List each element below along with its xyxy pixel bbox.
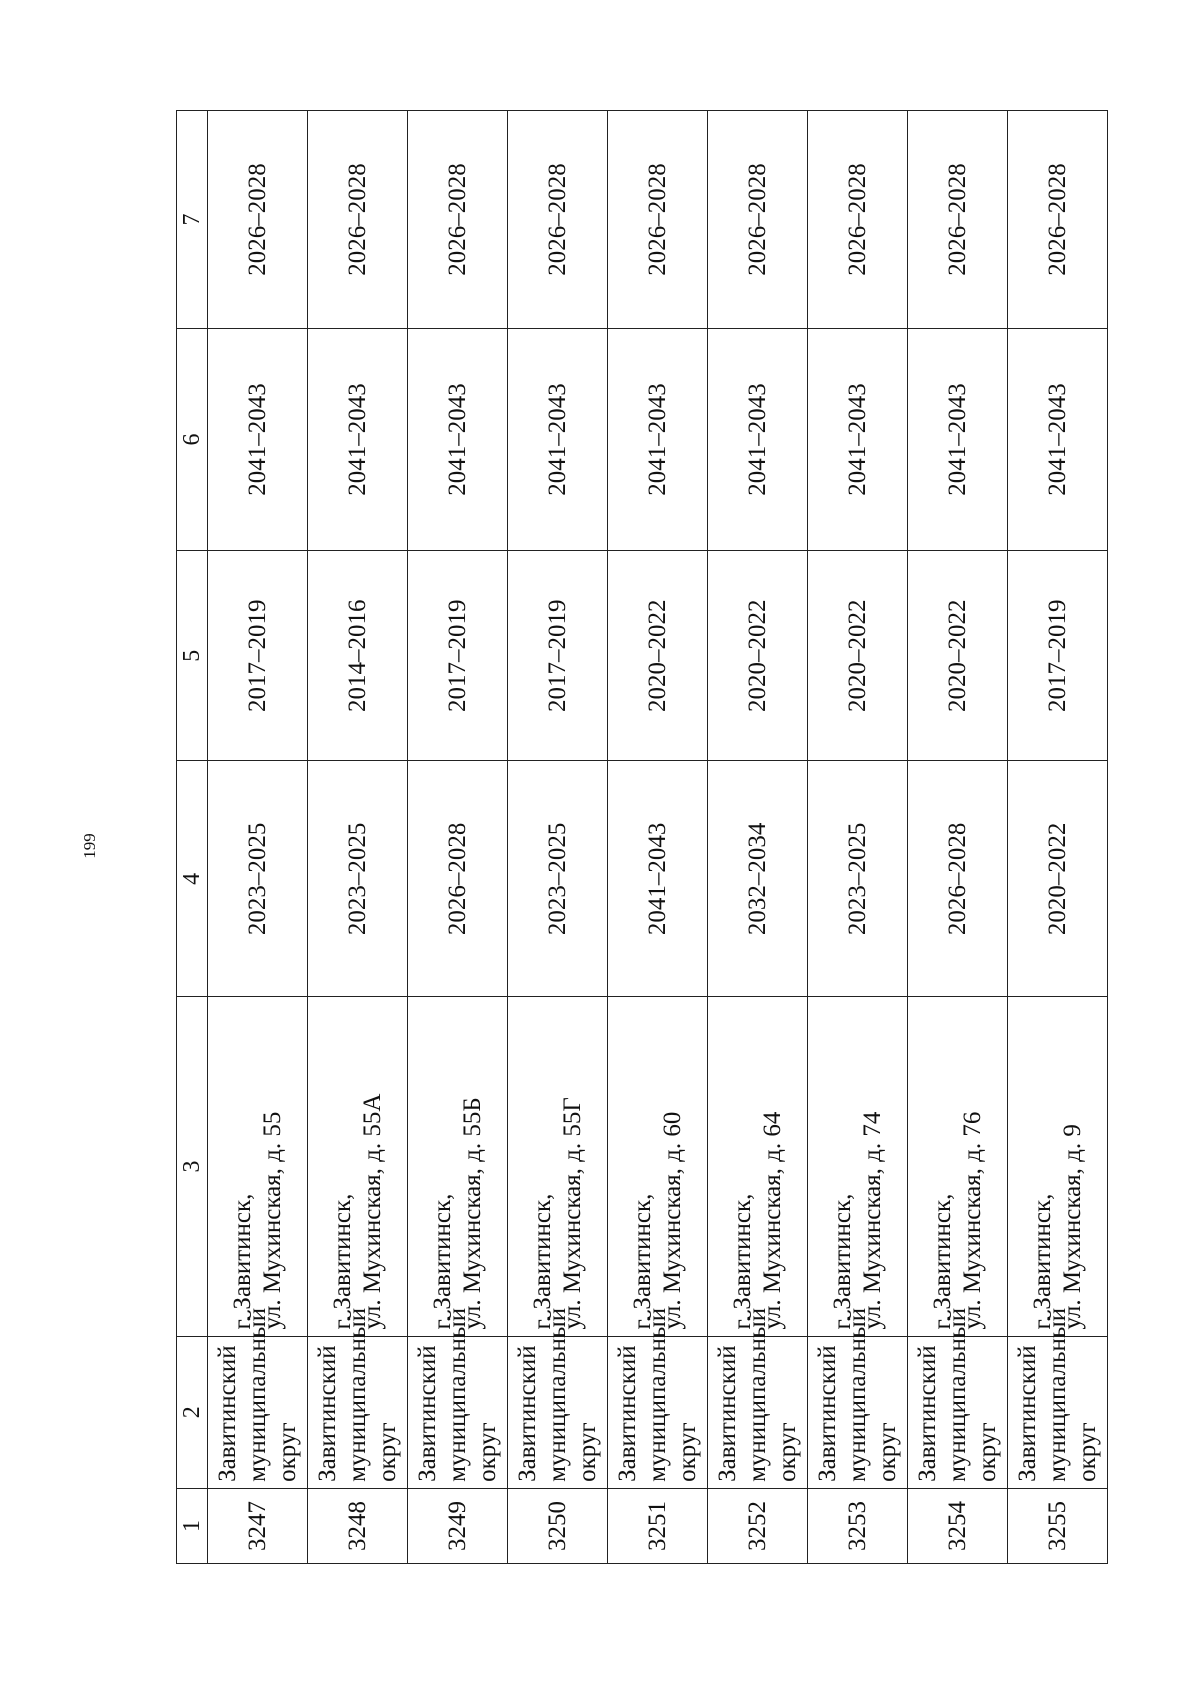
period-col7: 2026–2028 xyxy=(308,111,408,329)
district-line: муниципальный xyxy=(543,1307,571,1482)
period-col5: 2017–2019 xyxy=(1008,551,1108,761)
district-line: Завитинский xyxy=(913,1345,941,1482)
address-line: ул. Мухинская, д. 55Г xyxy=(558,1097,586,1330)
address-cell xyxy=(808,997,908,1336)
table-row xyxy=(1008,111,1108,1564)
period-col4: 2032–2034 xyxy=(708,761,808,997)
address-cell xyxy=(1008,997,1108,1336)
district-line: Завитинский xyxy=(213,1345,241,1482)
district-line: округ xyxy=(273,1422,301,1482)
period-col4: 2023–2025 xyxy=(808,761,908,997)
period-col5: 2014–2016 xyxy=(308,551,408,761)
period-col6: 2041–2043 xyxy=(708,328,808,550)
table-row xyxy=(808,111,908,1564)
address-cell xyxy=(508,997,608,1336)
period-col7: 2026–2028 xyxy=(708,111,808,329)
column-header: 4 xyxy=(177,761,208,997)
district-line: муниципальный xyxy=(1043,1307,1071,1482)
table-row xyxy=(308,111,408,1564)
district-line: округ xyxy=(673,1422,701,1482)
table-row xyxy=(408,111,508,1564)
period-col4: 2023–2025 xyxy=(508,761,608,997)
address-line: г. Завитинск, xyxy=(1028,1193,1056,1330)
period-col6: 2041–2043 xyxy=(908,328,1008,550)
address-line: г. Завитинск, xyxy=(928,1193,956,1330)
district-line: Завитинский xyxy=(613,1345,641,1482)
table-row xyxy=(908,111,1008,1564)
period-col5: 2020–2022 xyxy=(608,551,708,761)
row-number: 3251 xyxy=(608,1488,708,1563)
district-line: муниципальный xyxy=(243,1307,271,1482)
district-line: муниципальный xyxy=(743,1307,771,1482)
district-line: округ xyxy=(873,1422,901,1482)
column-header: 1 xyxy=(177,1488,208,1563)
period-col6: 2041–2043 xyxy=(508,328,608,550)
address-line: ул. Мухинская, д. 55А xyxy=(358,1093,386,1330)
address-line: г. Завитинск, xyxy=(728,1193,756,1330)
period-col7: 2026–2028 xyxy=(508,111,608,329)
address-line: г. Завитинск, xyxy=(228,1193,256,1330)
period-col4: 2020–2022 xyxy=(1008,761,1108,997)
address-line: г. Завитинск, xyxy=(628,1193,656,1330)
column-header: 5 xyxy=(177,551,208,761)
period-col4: 2023–2025 xyxy=(208,761,308,997)
district-line: округ xyxy=(973,1422,1001,1482)
period-col7: 2026–2028 xyxy=(1008,111,1108,329)
district-cell xyxy=(708,1307,808,1488)
district-cell xyxy=(808,1307,908,1488)
period-col6: 2041–2043 xyxy=(608,328,708,550)
period-col5: 2017–2019 xyxy=(508,551,608,761)
district-cell xyxy=(408,1307,508,1488)
district-cell xyxy=(208,1307,308,1488)
period-col5: 2020–2022 xyxy=(708,551,808,761)
table-header-row xyxy=(177,111,208,1564)
period-col6: 2041–2043 xyxy=(1008,328,1108,550)
period-col5: 2020–2022 xyxy=(908,551,1008,761)
address-line: г. Завитинск, xyxy=(428,1193,456,1330)
period-col5: 2020–2022 xyxy=(808,551,908,761)
column-header: 7 xyxy=(177,111,208,329)
row-number: 3253 xyxy=(808,1488,908,1563)
period-col7: 2026–2028 xyxy=(208,111,308,329)
period-col4: 2026–2028 xyxy=(908,761,1008,997)
address-cell xyxy=(908,997,1008,1336)
address-line: ул. Мухинская, д. 9 xyxy=(1058,1124,1086,1330)
district-line: Завитинский xyxy=(513,1345,541,1482)
address-line: ул. Мухинская, д. 76 xyxy=(958,1111,986,1330)
period-col7: 2026–2028 xyxy=(408,111,508,329)
address-cell xyxy=(208,997,308,1336)
housing-schedule-table xyxy=(176,110,1108,1564)
district-cell xyxy=(508,1307,608,1488)
period-col4: 2026–2028 xyxy=(408,761,508,997)
district-line: муниципальный xyxy=(343,1307,371,1482)
row-number: 3249 xyxy=(408,1488,508,1563)
table-row xyxy=(508,111,608,1564)
row-number: 3248 xyxy=(308,1488,408,1563)
page-number: 199 xyxy=(80,833,99,859)
period-col6: 2041–2043 xyxy=(208,328,308,550)
period-col6: 2041–2043 xyxy=(408,328,508,550)
district-line: округ xyxy=(473,1422,501,1482)
row-number: 3250 xyxy=(508,1488,608,1563)
row-number: 3254 xyxy=(908,1488,1008,1563)
period-col4: 2023–2025 xyxy=(308,761,408,997)
column-header: 3 xyxy=(177,997,208,1336)
district-line: Завитинский xyxy=(1013,1345,1041,1482)
period-col5: 2017–2019 xyxy=(408,551,508,761)
district-line: округ xyxy=(1073,1422,1101,1482)
address-cell xyxy=(408,997,508,1336)
district-line: муниципальный xyxy=(843,1307,871,1482)
table-row xyxy=(208,111,308,1564)
district-cell xyxy=(608,1307,708,1488)
period-col7: 2026–2028 xyxy=(908,111,1008,329)
column-header: 6 xyxy=(177,328,208,550)
row-number: 3255 xyxy=(1008,1488,1108,1563)
address-line: ул. Мухинская, д. 64 xyxy=(758,1111,786,1330)
district-line: Завитинский xyxy=(713,1345,741,1482)
district-line: муниципальный xyxy=(443,1307,471,1482)
district-line: округ xyxy=(773,1422,801,1482)
address-cell xyxy=(708,997,808,1336)
address-line: ул. Мухинская, д. 55 xyxy=(258,1111,286,1330)
table-row xyxy=(708,111,808,1564)
district-cell xyxy=(1008,1307,1108,1488)
period-col4: 2041–2043 xyxy=(608,761,708,997)
table-row xyxy=(608,111,708,1564)
period-col6: 2041–2043 xyxy=(808,328,908,550)
district-line: Завитинский xyxy=(813,1345,841,1482)
row-number: 3247 xyxy=(208,1488,308,1563)
period-col6: 2041–2043 xyxy=(308,328,408,550)
district-line: муниципальный xyxy=(943,1307,971,1482)
row-number: 3252 xyxy=(708,1488,808,1563)
period-col5: 2017–2019 xyxy=(208,551,308,761)
address-line: ул. Мухинская, д. 74 xyxy=(858,1111,886,1330)
column-header: 2 xyxy=(177,1336,208,1488)
district-line: округ xyxy=(373,1422,401,1482)
address-cell xyxy=(608,997,708,1336)
address-line: г. Завитинск, xyxy=(528,1193,556,1330)
address-line: г. Завитинск, xyxy=(328,1193,356,1330)
district-cell xyxy=(308,1307,408,1488)
district-line: Завитинский xyxy=(413,1345,441,1482)
period-col7: 2026–2028 xyxy=(808,111,908,329)
period-col7: 2026–2028 xyxy=(608,111,708,329)
district-line: муниципальный xyxy=(643,1307,671,1482)
address-line: ул. Мухинская, д. 60 xyxy=(658,1111,686,1330)
address-line: ул. Мухинская, д. 55Б xyxy=(458,1097,486,1330)
address-cell xyxy=(308,997,408,1336)
address-line: г. Завитинск, xyxy=(828,1193,856,1330)
rotated-table-container xyxy=(176,110,1101,1564)
district-cell xyxy=(908,1307,1008,1488)
district-line: округ xyxy=(573,1422,601,1482)
district-line: Завитинский xyxy=(313,1345,341,1482)
